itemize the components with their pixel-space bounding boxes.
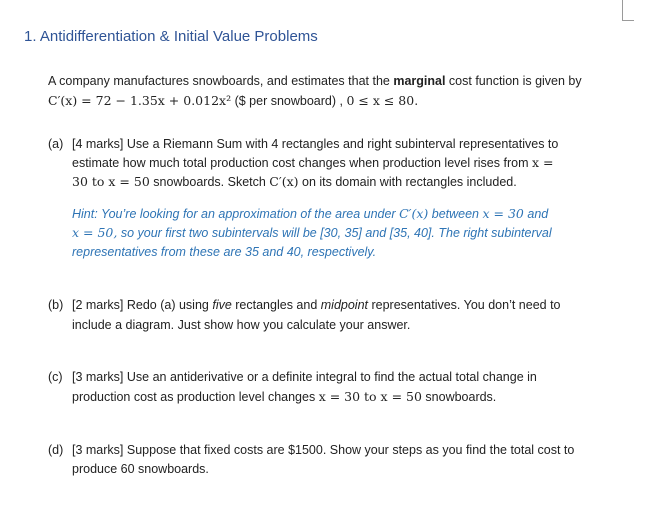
domain-text: 0 ≤ x ≤ 80. (346, 93, 419, 108)
part-c-line-2 (72, 387, 496, 407)
hint-lower: x = 30 (482, 206, 524, 221)
part-b-text-3: representatives. You don’t need to (368, 298, 561, 312)
part-b-label: (b) (48, 298, 64, 312)
part-b-line-2: include a diagram. Just show how you calculate your answer. (72, 318, 411, 332)
hint-upper: x = 50, (72, 225, 118, 240)
midpoint-italic: midpoint (320, 298, 368, 312)
part-a-math: x = (531, 155, 554, 170)
five-italic: five (212, 298, 232, 312)
part-c-range: x = 30 to x = 50 (318, 389, 422, 404)
intro-line-2 (48, 91, 418, 111)
units-text: ($ per snowboard) , (231, 94, 347, 108)
part-a-line-3 (72, 172, 517, 192)
part-a-text-2: snowboards. Sketch (149, 175, 270, 189)
question-heading: 1. Antidifferentiation & Initial Value Problems (24, 28, 318, 45)
marginal-bold: marginal (393, 74, 446, 88)
part-a-range: 30 to x = 50 (72, 174, 150, 189)
part-d-line-1: [3 marks] Suppose that fixed costs are $1500. Show your steps as you find the total cost to (72, 443, 575, 457)
part-b-text-2: rectangles and (231, 298, 321, 312)
part-a-text-3: on its domain with rectangles included. (298, 175, 517, 189)
part-b-line-1 (72, 295, 561, 315)
part-a-function: C′(x) (269, 174, 299, 189)
hint-text: Hint: You’re looking for an approximation of the area under (72, 207, 400, 221)
part-c-label: (c) (48, 370, 63, 384)
hint-function: C′(x) (399, 206, 429, 221)
part-b-text: [2 marks] Redo (a) using (72, 298, 213, 312)
part-a-text: estimate how much total production cost changes when production level rises from (72, 156, 532, 170)
intro-text: A company manufactures snowboards, and estimates that the (48, 74, 394, 88)
part-c-text-2: snowboards. (421, 390, 497, 404)
part-c-line-1: [3 marks] Use an antiderivative or a definite integral to find the actual total change in (72, 370, 537, 384)
intro-text-end: cost function is given by (445, 74, 582, 88)
intro-line-1 (48, 71, 582, 91)
part-c-text: production cost as production level changes (72, 390, 319, 404)
part-a-line-1: [4 marks] Use a Riemann Sum with 4 rectangles and right subinterval representatives to (72, 137, 559, 151)
hint-text-4: so your first two subintervals will be [30, 35] and [35, 40]. The right subinterval (117, 226, 552, 240)
part-d-line-2: produce 60 snowboards. (72, 462, 209, 476)
hint-text-3: and (523, 207, 549, 221)
part-a-line-2 (72, 153, 553, 173)
part-d-label: (d) (48, 443, 64, 457)
hint-text-2: between (428, 207, 483, 221)
hint-line-3: representatives from these are 35 and 40, respectively. (72, 245, 377, 259)
marginal-cost-function: C′(x) = 72 − 1.35x + 0.012x² (48, 93, 232, 108)
hint-line-2 (72, 223, 552, 243)
part-a-label: (a) (48, 137, 64, 151)
hint-line-1 (72, 204, 548, 224)
page-corner-mark (622, 0, 634, 21)
